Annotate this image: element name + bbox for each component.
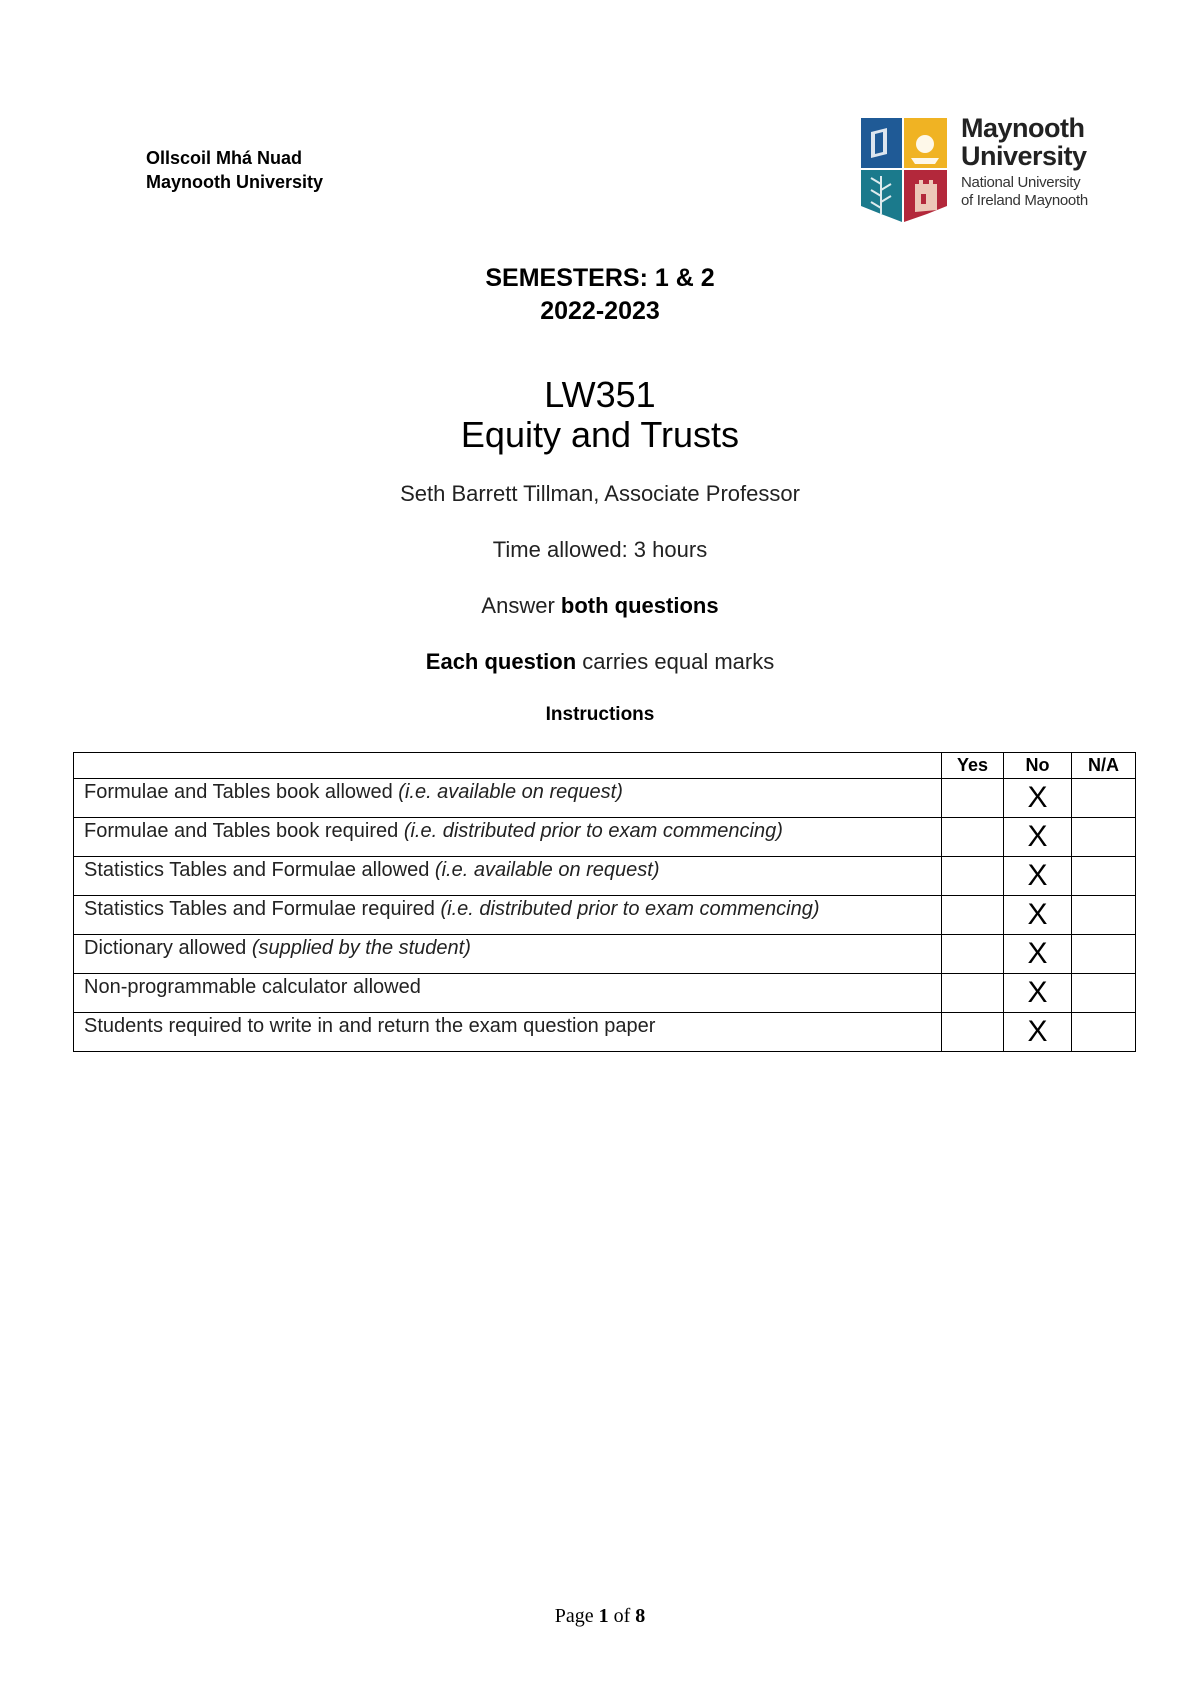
row-na-cell xyxy=(1072,896,1136,935)
table-header-description xyxy=(74,753,942,779)
logo-line-maynooth: Maynooth xyxy=(961,113,1085,143)
answer-bold: both questions xyxy=(560,593,719,618)
table-header-no: No xyxy=(1004,753,1072,779)
row-na-cell xyxy=(1072,857,1136,896)
instructions-heading: Instructions xyxy=(545,704,655,725)
table-row xyxy=(74,1013,1136,1052)
row-label: Non-programmable calculator allowed xyxy=(84,976,421,998)
row-no-cell: X xyxy=(1004,1013,1072,1052)
footer-page-of: of xyxy=(608,1605,636,1627)
row-note: (supplied by the student) xyxy=(251,937,471,959)
row-note: (i.e. available on request) xyxy=(434,859,660,881)
row-no-cell: X xyxy=(1004,779,1072,818)
row-no-cell: X xyxy=(1004,935,1072,974)
row-yes-cell xyxy=(942,896,1004,935)
time-allowed: Time allowed: 3 hours xyxy=(492,537,708,562)
table-row xyxy=(74,779,1136,818)
row-label: Formulae and Tables book allowed xyxy=(84,781,399,803)
institution-name-english: Maynooth University xyxy=(146,172,324,192)
table-row xyxy=(74,857,1136,896)
row-note: (i.e. available on request) xyxy=(398,781,623,803)
academic-year: 2022-2023 xyxy=(540,297,660,325)
logo-line-ireland: of Ireland Maynooth xyxy=(961,192,1088,209)
row-description xyxy=(74,857,942,896)
row-description xyxy=(74,818,942,857)
row-no-cell: X xyxy=(1004,818,1072,857)
row-yes-cell xyxy=(942,857,1004,896)
row-na-cell xyxy=(1072,818,1136,857)
row-label: Formulae and Tables book required xyxy=(84,820,404,842)
logo-wordmark xyxy=(961,114,1088,210)
table-row xyxy=(74,935,1136,974)
table-row xyxy=(74,974,1136,1013)
footer-page-total: 8 xyxy=(635,1605,646,1627)
row-label: Students required to write in and return the exam question paper xyxy=(84,1015,656,1037)
row-na-cell xyxy=(1072,779,1136,818)
university-logo xyxy=(857,114,1097,226)
institution-name-irish: Ollscoil Mhá Nuad xyxy=(146,148,303,168)
row-description xyxy=(74,935,942,974)
marks-suffix: carries equal marks xyxy=(576,649,775,674)
semesters-label: SEMESTERS: 1 & 2 xyxy=(485,264,715,292)
table-row xyxy=(74,896,1136,935)
row-yes-cell xyxy=(942,779,1004,818)
course-title: Equity and Trusts xyxy=(460,414,740,455)
table-header-na: N/A xyxy=(1072,753,1136,779)
row-na-cell xyxy=(1072,935,1136,974)
footer-page-word: Page xyxy=(554,1605,599,1627)
logo-line-university: University xyxy=(961,141,1087,171)
row-no-cell: X xyxy=(1004,896,1072,935)
table-row xyxy=(74,818,1136,857)
answer-instruction xyxy=(0,592,1200,620)
row-yes-cell xyxy=(942,818,1004,857)
row-label: Statistics Tables and Formulae allowed xyxy=(84,859,435,881)
table-header-yes: Yes xyxy=(942,753,1004,779)
row-na-cell xyxy=(1072,1013,1136,1052)
institution-name-block xyxy=(146,146,323,194)
page-footer xyxy=(0,1603,1200,1629)
row-yes-cell xyxy=(942,1013,1004,1052)
row-no-cell: X xyxy=(1004,974,1072,1013)
answer-prefix: Answer xyxy=(481,593,561,618)
row-yes-cell xyxy=(942,974,1004,1013)
row-no-cell: X xyxy=(1004,857,1072,896)
semesters-heading xyxy=(0,262,1200,328)
row-note: (i.e. distributed prior to exam commencing) xyxy=(403,820,783,842)
row-description xyxy=(74,779,942,818)
marks-instruction xyxy=(0,648,1200,676)
marks-bold: Each question xyxy=(425,649,577,674)
row-note: (i.e. distributed prior to exam commencing) xyxy=(440,898,820,920)
university-crest-icon xyxy=(857,114,951,226)
row-label: Statistics Tables and Formulae required xyxy=(84,898,441,920)
logo-line-national: National University xyxy=(961,174,1081,191)
row-yes-cell xyxy=(942,935,1004,974)
lecturer-name: Seth Barrett Tillman, Associate Professor xyxy=(400,481,800,506)
row-label: Dictionary allowed xyxy=(84,937,252,959)
footer-page-current: 1 xyxy=(598,1605,609,1627)
row-description xyxy=(74,896,942,935)
row-description xyxy=(74,1013,942,1052)
row-description xyxy=(74,974,942,1013)
course-code: LW351 xyxy=(544,374,656,415)
instructions-table xyxy=(73,752,1136,1052)
row-na-cell xyxy=(1072,974,1136,1013)
table-header-row xyxy=(74,753,1136,779)
